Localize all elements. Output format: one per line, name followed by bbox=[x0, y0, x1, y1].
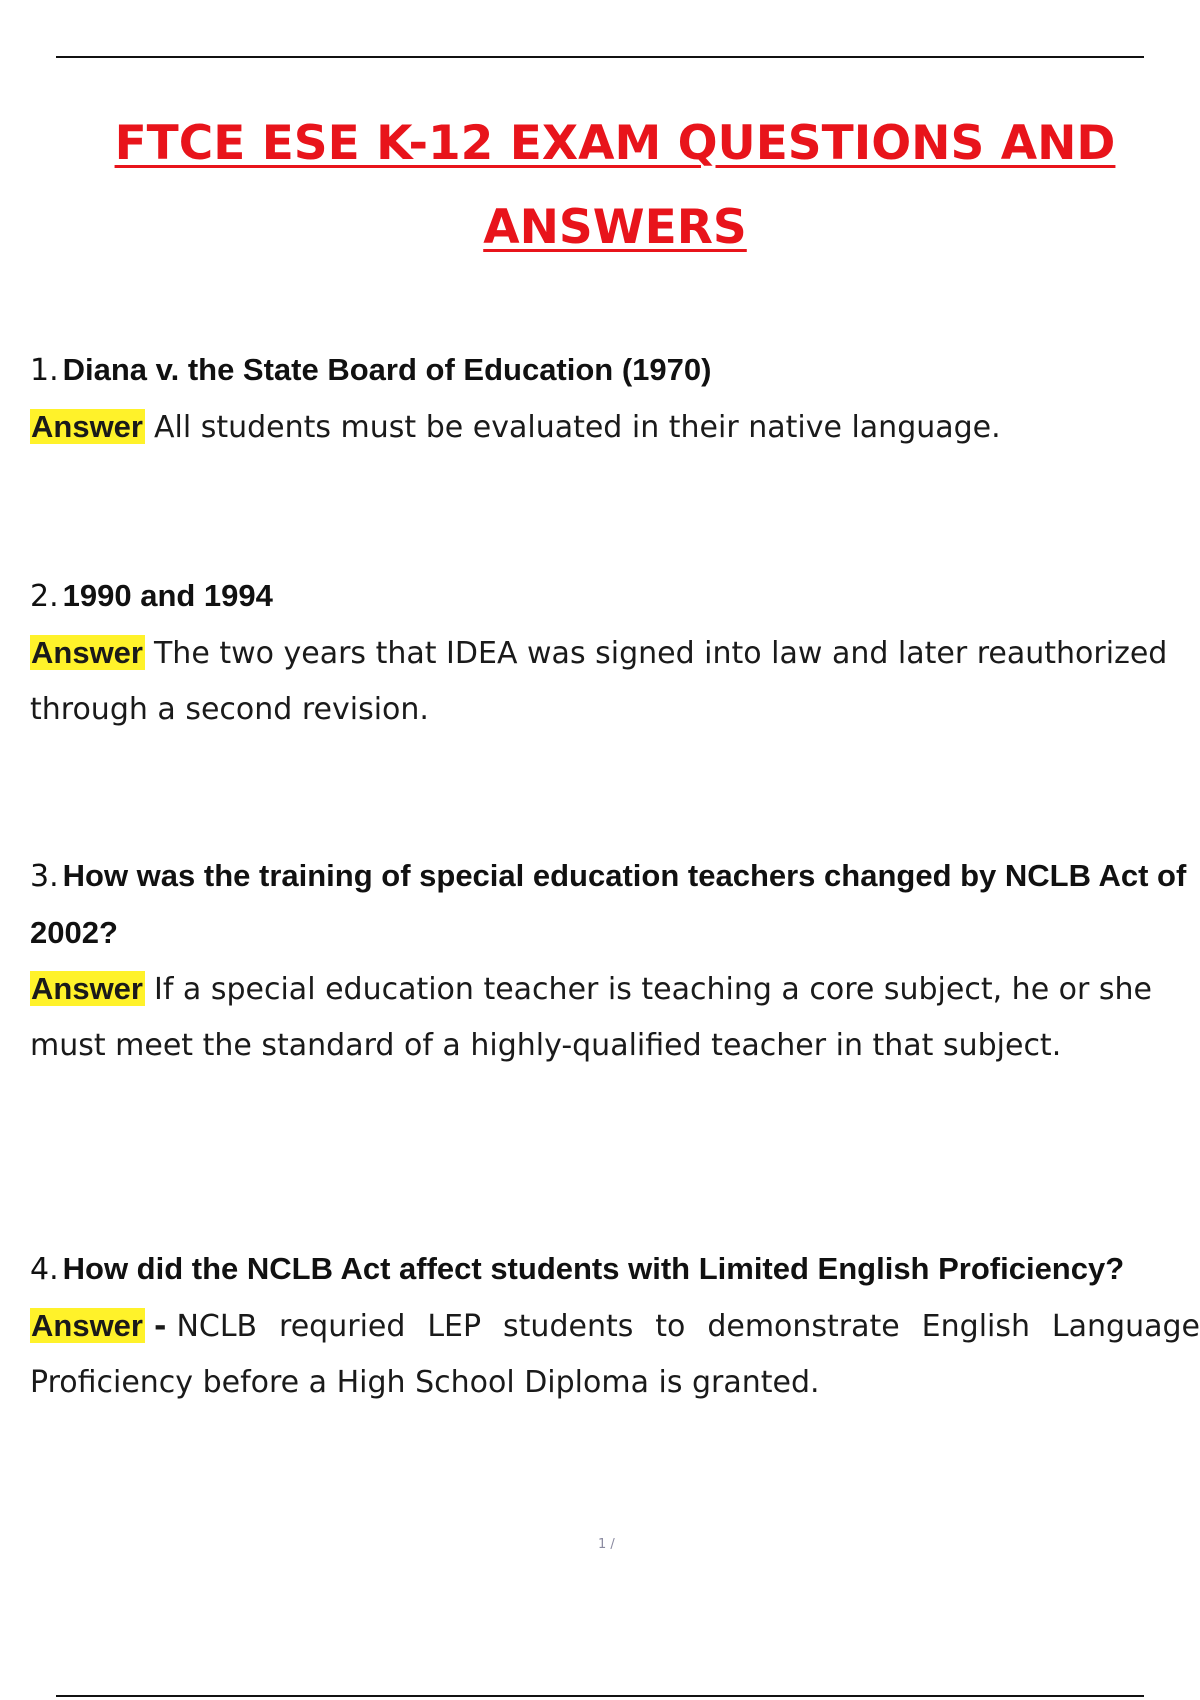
qa-item-4 bbox=[30, 1241, 1200, 1411]
answer-text: If a special education teacher is teaching a core subject, he or she must meet the standard of a highly-qualified teacher in that subject. bbox=[30, 972, 1153, 1063]
answer-label: Answer bbox=[31, 1308, 143, 1343]
question-4 bbox=[30, 1241, 1200, 1298]
question-number: 3. bbox=[30, 859, 59, 894]
title-line-1: FTCE ESE K-12 EXAM QUESTIONS AND bbox=[114, 116, 1116, 171]
answer-1 bbox=[30, 399, 1200, 456]
title-line-2: ANSWERS bbox=[483, 200, 747, 255]
answer-text: The two years that IDEA was signed into law and later reauthorized through a second revision. bbox=[30, 636, 1168, 727]
question-1 bbox=[30, 342, 1200, 399]
question-number: 2. bbox=[30, 579, 59, 614]
top-divider bbox=[56, 56, 1144, 58]
qa-item-3 bbox=[30, 848, 1200, 1074]
qa-item-1 bbox=[30, 342, 1200, 456]
question-text: 1990 and 1994 bbox=[62, 578, 273, 613]
bottom-divider bbox=[56, 1695, 1144, 1697]
question-text: Diana v. the State Board of Education (1970) bbox=[62, 352, 712, 387]
answer-2 bbox=[30, 625, 1200, 738]
question-text: How was the training of special education teachers changed by NCLB Act of 2002? bbox=[30, 858, 1187, 950]
question-2 bbox=[30, 568, 1200, 625]
question-3 bbox=[30, 848, 1200, 961]
answer-label: Answer bbox=[31, 635, 143, 670]
answer-4 bbox=[30, 1298, 1200, 1411]
answer-text: NCLB requried LEP students to demonstrate English Language Proficiency before a High School Diploma is granted. bbox=[30, 1309, 1200, 1400]
answer-label: Answer bbox=[31, 971, 143, 1006]
page-number: 1 / bbox=[598, 1537, 615, 1552]
answer-separator: - bbox=[153, 1309, 167, 1344]
page-title bbox=[60, 102, 1170, 270]
answer-label: Answer bbox=[31, 409, 143, 444]
answer-text: All students must be evaluated in their native language. bbox=[153, 410, 1001, 445]
question-text: How did the NCLB Act affect students with Limited English Proficiency? bbox=[62, 1251, 1125, 1286]
question-number: 1. bbox=[30, 353, 59, 388]
question-number: 4. bbox=[30, 1252, 59, 1287]
qa-item-2 bbox=[30, 568, 1200, 738]
answer-3 bbox=[30, 961, 1200, 1074]
